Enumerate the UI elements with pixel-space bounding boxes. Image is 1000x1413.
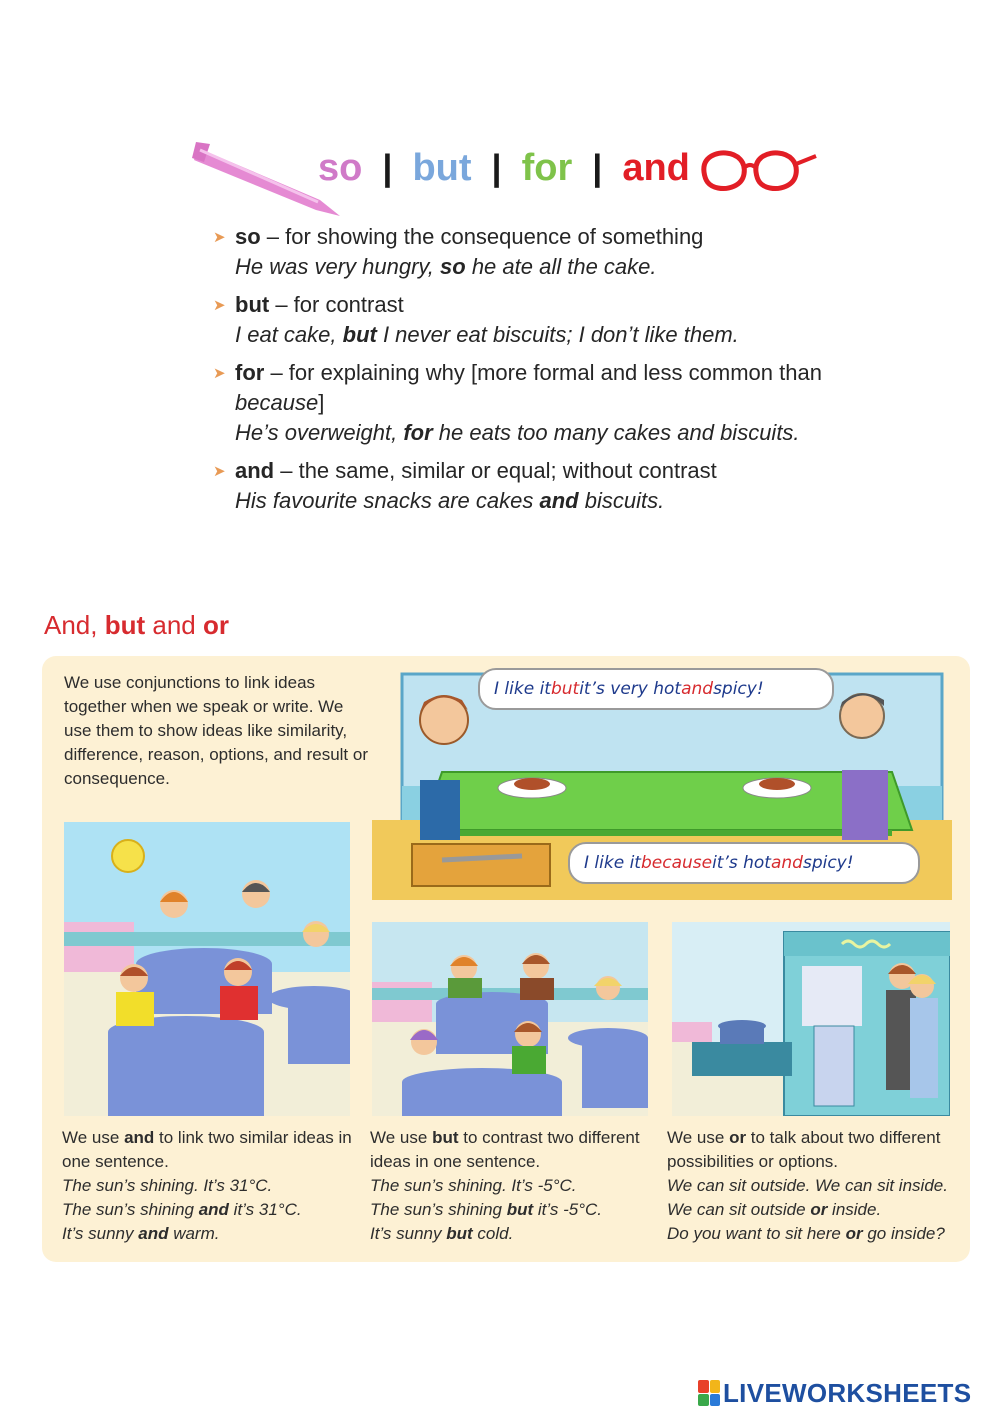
rule-so <box>213 222 833 282</box>
example-text: he eats too many cakes and biscuits. <box>432 420 800 445</box>
title-part: or <box>202 610 229 640</box>
rule-example <box>235 320 833 350</box>
column-example-2 <box>667 1198 963 1222</box>
col-text: to link two similar ideas in one sentence. <box>62 1128 352 1171</box>
col-conjunction: and <box>198 1200 229 1219</box>
conjunctions-header <box>318 142 710 194</box>
example-conjunction: so <box>440 254 466 279</box>
col-text: Do you want to sit here <box>667 1224 846 1243</box>
rule-term: for <box>235 360 265 385</box>
column-example-1: We can sit outside. We can sit inside. <box>667 1176 948 1195</box>
rule-example <box>235 486 833 516</box>
col-text: The sun’s shining <box>370 1200 507 1219</box>
header-word-and: and <box>622 146 690 189</box>
example-conjunction: and <box>539 488 579 513</box>
bullet-arrow-icon: ➤ <box>213 297 226 314</box>
example-text: biscuits. <box>578 488 665 513</box>
header-word-so: so <box>318 146 363 189</box>
example-text: I eat cake, <box>235 322 343 347</box>
rule-description: – for showing the consequence of something <box>260 224 704 249</box>
column-and <box>62 1126 352 1246</box>
liveworksheets-logo-icon <box>698 1380 720 1406</box>
bubble-conjunction: but <box>550 679 580 699</box>
rule-example <box>235 418 833 448</box>
example-text: he ate all the cake. <box>465 254 657 279</box>
bullet-arrow-icon: ➤ <box>213 365 226 382</box>
bubble-text: it’s hot <box>712 853 771 873</box>
column-example-2 <box>62 1198 352 1222</box>
col-conjunction: or <box>845 1224 863 1243</box>
col-text: It’s sunny <box>62 1224 139 1243</box>
column-explanation <box>62 1126 352 1174</box>
bubble-text: spicy! <box>713 679 764 699</box>
speech-bubble-but <box>478 668 834 710</box>
rule-example <box>235 252 833 282</box>
sunny-cafe-illustration <box>64 822 350 1116</box>
conjunction-rules-list <box>213 222 833 524</box>
col-text: to contrast two different ideas in one sentence. <box>370 1128 640 1171</box>
example-conjunction: but <box>342 322 377 347</box>
column-example-3 <box>370 1222 660 1246</box>
rule-description-italic: because <box>235 390 319 415</box>
example-text: He was very hungry, <box>235 254 441 279</box>
col-text: The sun’s shining <box>62 1200 199 1219</box>
bubble-conjunction: and <box>770 853 803 873</box>
rule-term: so <box>235 224 261 249</box>
liveworksheets-brand: LIVEWORKSHEETS <box>723 1377 972 1408</box>
column-explanation <box>370 1126 660 1174</box>
bubble-conjunction: and <box>681 679 714 699</box>
col-text: We use <box>667 1128 730 1147</box>
cold-cafe-illustration <box>372 922 648 1116</box>
col-text: inside. <box>827 1200 882 1219</box>
example-text: He’s overweight, <box>235 420 404 445</box>
col-text: it’s -5°C. <box>533 1200 602 1219</box>
col-text: We use <box>62 1128 125 1147</box>
col-text: We use <box>370 1128 433 1147</box>
example-conjunction: for <box>403 420 433 445</box>
intro-paragraph: We use conjunctions to link ideas together when we speak or write. We use them to show ideas like similarity, difference, reason, options, and result or consequence. <box>64 673 368 788</box>
header-separator: | <box>382 147 393 188</box>
bubble-conjunction: because <box>640 853 713 873</box>
rule-description: – for explaining why [more formal and less common than <box>264 360 822 385</box>
column-example-1: The sun’s shining. It’s 31°C. <box>62 1176 273 1195</box>
bubble-text: I like it <box>584 853 641 873</box>
header-separator: | <box>592 147 603 188</box>
col-text: go inside? <box>862 1224 945 1243</box>
col-conjunction: or <box>729 1128 747 1147</box>
header-word-for: for <box>521 146 573 189</box>
column-example-3 <box>667 1222 963 1246</box>
col-conjunction: and <box>124 1128 155 1147</box>
rule-description-end: ] <box>318 390 325 415</box>
column-or <box>667 1126 963 1246</box>
title-part: but <box>104 610 146 640</box>
col-conjunction: but <box>446 1224 473 1243</box>
bullet-arrow-icon: ➤ <box>213 229 226 246</box>
bubble-text: it’s very hot <box>579 679 682 699</box>
bullet-arrow-icon: ➤ <box>213 463 226 480</box>
col-text: We can sit outside <box>667 1200 811 1219</box>
example-text: I never eat biscuits; I don’t like them. <box>376 322 739 347</box>
rule-description: – for contrast <box>269 292 404 317</box>
rule-term: and <box>235 458 275 483</box>
rule-description: – the same, similar or equal; without contrast <box>274 458 717 483</box>
col-conjunction: or <box>810 1200 828 1219</box>
speech-bubble-because <box>568 842 920 884</box>
col-text: warm. <box>168 1224 220 1243</box>
col-text: it’s 31°C. <box>228 1200 302 1219</box>
column-example-2 <box>370 1198 660 1222</box>
column-example-1: The sun’s shining. It’s -5°C. <box>370 1176 577 1195</box>
title-part: and <box>145 610 203 640</box>
example-text: His favourite snacks are cakes <box>235 488 540 513</box>
col-conjunction: and <box>138 1224 169 1243</box>
col-text: It’s sunny <box>370 1224 447 1243</box>
header-separator: | <box>491 147 502 188</box>
outside-inside-illustration <box>672 922 950 1116</box>
red-glasses-icon <box>698 138 818 198</box>
rule-and <box>213 456 833 516</box>
bubble-text: I like it <box>494 679 551 699</box>
rule-for <box>213 358 833 448</box>
col-conjunction: but <box>506 1200 534 1219</box>
bubble-text: spicy! <box>802 853 854 873</box>
col-text: cold. <box>472 1224 514 1243</box>
column-example-3 <box>62 1222 352 1246</box>
title-part: And, <box>44 610 105 640</box>
column-but <box>370 1126 660 1246</box>
column-explanation <box>667 1126 963 1174</box>
col-text: to talk about two different possibilities or options. <box>667 1128 941 1171</box>
section-title <box>44 610 229 641</box>
liveworksheets-logo[interactable] <box>698 1378 971 1408</box>
rule-term: but <box>235 292 270 317</box>
rule-but <box>213 290 833 350</box>
header-word-but: but <box>412 146 472 189</box>
col-conjunction: but <box>432 1128 459 1147</box>
